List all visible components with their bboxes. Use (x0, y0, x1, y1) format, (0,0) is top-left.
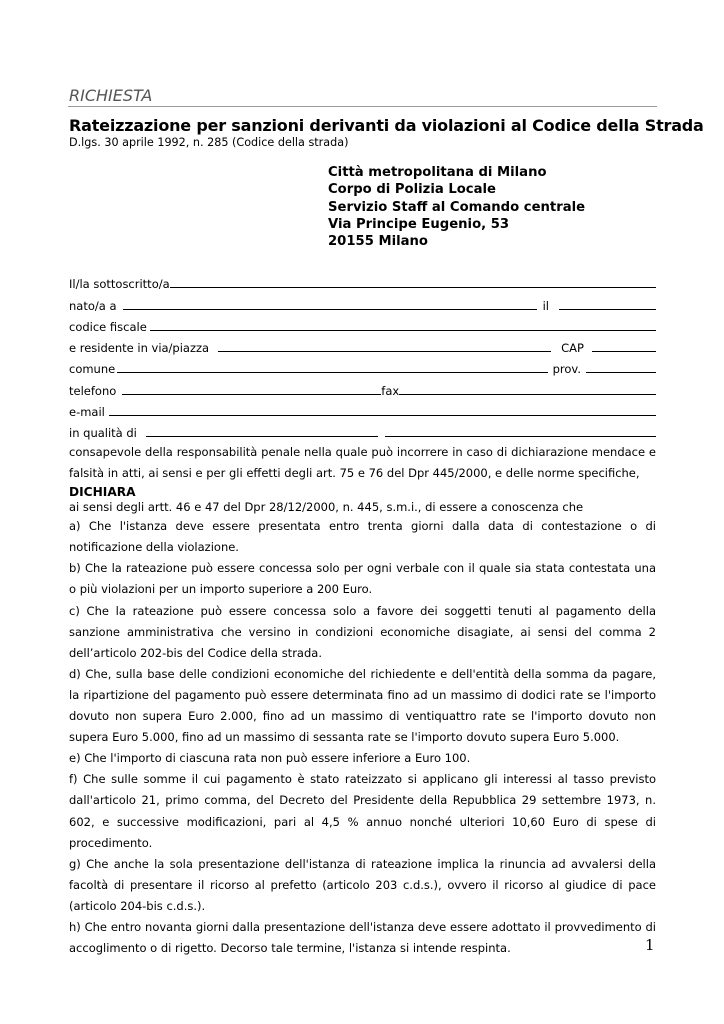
email-field[interactable] (109, 415, 656, 416)
sottoscritto-field[interactable] (170, 287, 656, 288)
address-field[interactable] (218, 351, 551, 352)
prov-label: prov. (552, 362, 581, 377)
residente-label: e residente in via/piazza (69, 341, 210, 356)
addressee-line: Via Principe Eugenio, 53 (328, 216, 510, 232)
declaration-title: DICHIARA (69, 485, 136, 500)
addressee-line: Città metropolitana di Milano (328, 165, 547, 180)
applicant-form (69, 270, 656, 440)
telefono-field[interactable] (122, 394, 381, 395)
addressee-line: Servizio Staff al Comando centrale (328, 199, 586, 215)
sottoscritto-label: Il/la sottoscritto/a (69, 277, 170, 292)
birthplace-field[interactable] (123, 309, 537, 310)
intro-paragraph: consapevole della responsabilità penale nella quale può incorrere in caso di dichiarazione mendace e falsità in atti, ai sensi e per gli effetti degli art. 75 e 76 del Dpr 445/2000, e delle norme specifiche, (69, 445, 656, 481)
declaration-item: a) Che l'istanza deve essere presentata entro trenta giorni dalla data di contestazione o di notificazione della violazione. (69, 519, 656, 555)
cap-field[interactable] (592, 351, 656, 352)
addressee-line: 20155 Milano (328, 234, 428, 250)
qualita-extra-field[interactable] (385, 436, 656, 437)
declaration-item: d) Che, sulla base delle condizioni economiche del richiedente e dell'entità della somma da pagare, la ripartizione del pagamento può essere determinata fino ad un massimo di dodici rate se l'importo dovuto non supera Euro 2.000, fino ad un massimo di ventiquattro rate se l'importo dovuto non supera Euro 5.000, fino ad un massimo di sessanta rate se l'importo dovuto supera Euro 5.000. (69, 666, 656, 745)
declaration-item: f) Che sulle somme il cui pagamento è stato rateizzato si applicano gli interessi al tasso previsto dall'articolo 21, primo comma, del Decreto del Presidente della Repubblica 29 settembre 1973, n. 602, e successive modificazioni, pari al 4,5 % annuo nonché ulteriori 10,60 Euro di spese di procedimento. (69, 772, 656, 850)
addressee-line: Corpo di Polizia Locale (328, 182, 496, 198)
addressee-block (328, 164, 585, 250)
codice-fiscale-field[interactable] (150, 330, 656, 331)
qualita-field[interactable] (146, 436, 378, 437)
fax-label: fax (381, 383, 400, 398)
qualita-label: in qualità di (69, 426, 137, 441)
declaration-body (69, 442, 656, 959)
declaration-item: c) Che la rateazione può essere concessa solo a favore dei soggetti tenuti al pagamento della sanzione amministrativa che versino in condizioni economiche disagiate, ai sensi del comma 2 dell’articolo 202-bis del Codice della strada. (69, 603, 656, 660)
form-row-residente (69, 334, 656, 355)
header-title: RICHIESTA (69, 86, 153, 105)
birthdate-field[interactable] (559, 309, 656, 310)
comune-field[interactable] (117, 372, 547, 373)
telefono-label: telefono (69, 383, 117, 398)
document-title: Rateizzazione per sanzioni derivanti da violazioni al Codice della Strada (69, 116, 704, 135)
form-row-comune (69, 355, 656, 376)
prov-field[interactable] (586, 372, 656, 373)
email-label: e-mail (69, 405, 105, 420)
form-row-sottoscritto (69, 270, 656, 291)
birthdate-label: il (542, 298, 549, 313)
form-row-email (69, 398, 656, 419)
declaration-subtitle: ai sensi degli artt. 46 e 47 del Dpr 28/12/2000, n. 445, s.m.i., di essere a conoscenza che (69, 500, 584, 515)
header-divider (68, 106, 657, 107)
codice-fiscale-label: codice fiscale (69, 319, 147, 334)
comune-label: comune (69, 362, 116, 377)
declaration-item: e) Che l'importo di ciascuna rata non può essere inferiore a Euro 100. (69, 751, 471, 766)
form-row-telefono (69, 376, 656, 397)
cap-label: CAP (561, 341, 584, 356)
form-row-codice-fiscale (69, 313, 656, 334)
declaration-item: g) Che anche la sola presentazione dell'istanza di rateazione implica la rinuncia ad avvalersi della facoltà di presentare il ricorso al prefetto (articolo 203 c.d.s.), ovvero il ricorso al giudice di pace (articolo 204-bis c.d.s.). (69, 856, 656, 913)
fax-field[interactable] (399, 394, 656, 395)
document-subtitle: D.lgs. 30 aprile 1992, n. 285 (Codice della strada) (69, 136, 349, 149)
page-number: 1 (645, 936, 655, 954)
nato-label: nato/a a (69, 298, 117, 313)
form-row-nato (69, 291, 656, 312)
declaration-item: b) Che la rateazione può essere concessa solo per ogni verbale con il quale sia stata contestata una o più violazioni per un importo superiore a 200 Euro. (69, 561, 656, 597)
form-row-qualita (69, 419, 656, 440)
declaration-item: h) Che entro novanta giorni dalla presentazione dell'istanza deve essere adottato il provvedimento di accoglimento o di rigetto. Decorso tale termine, l'istanza si intende respinta. (69, 919, 656, 956)
